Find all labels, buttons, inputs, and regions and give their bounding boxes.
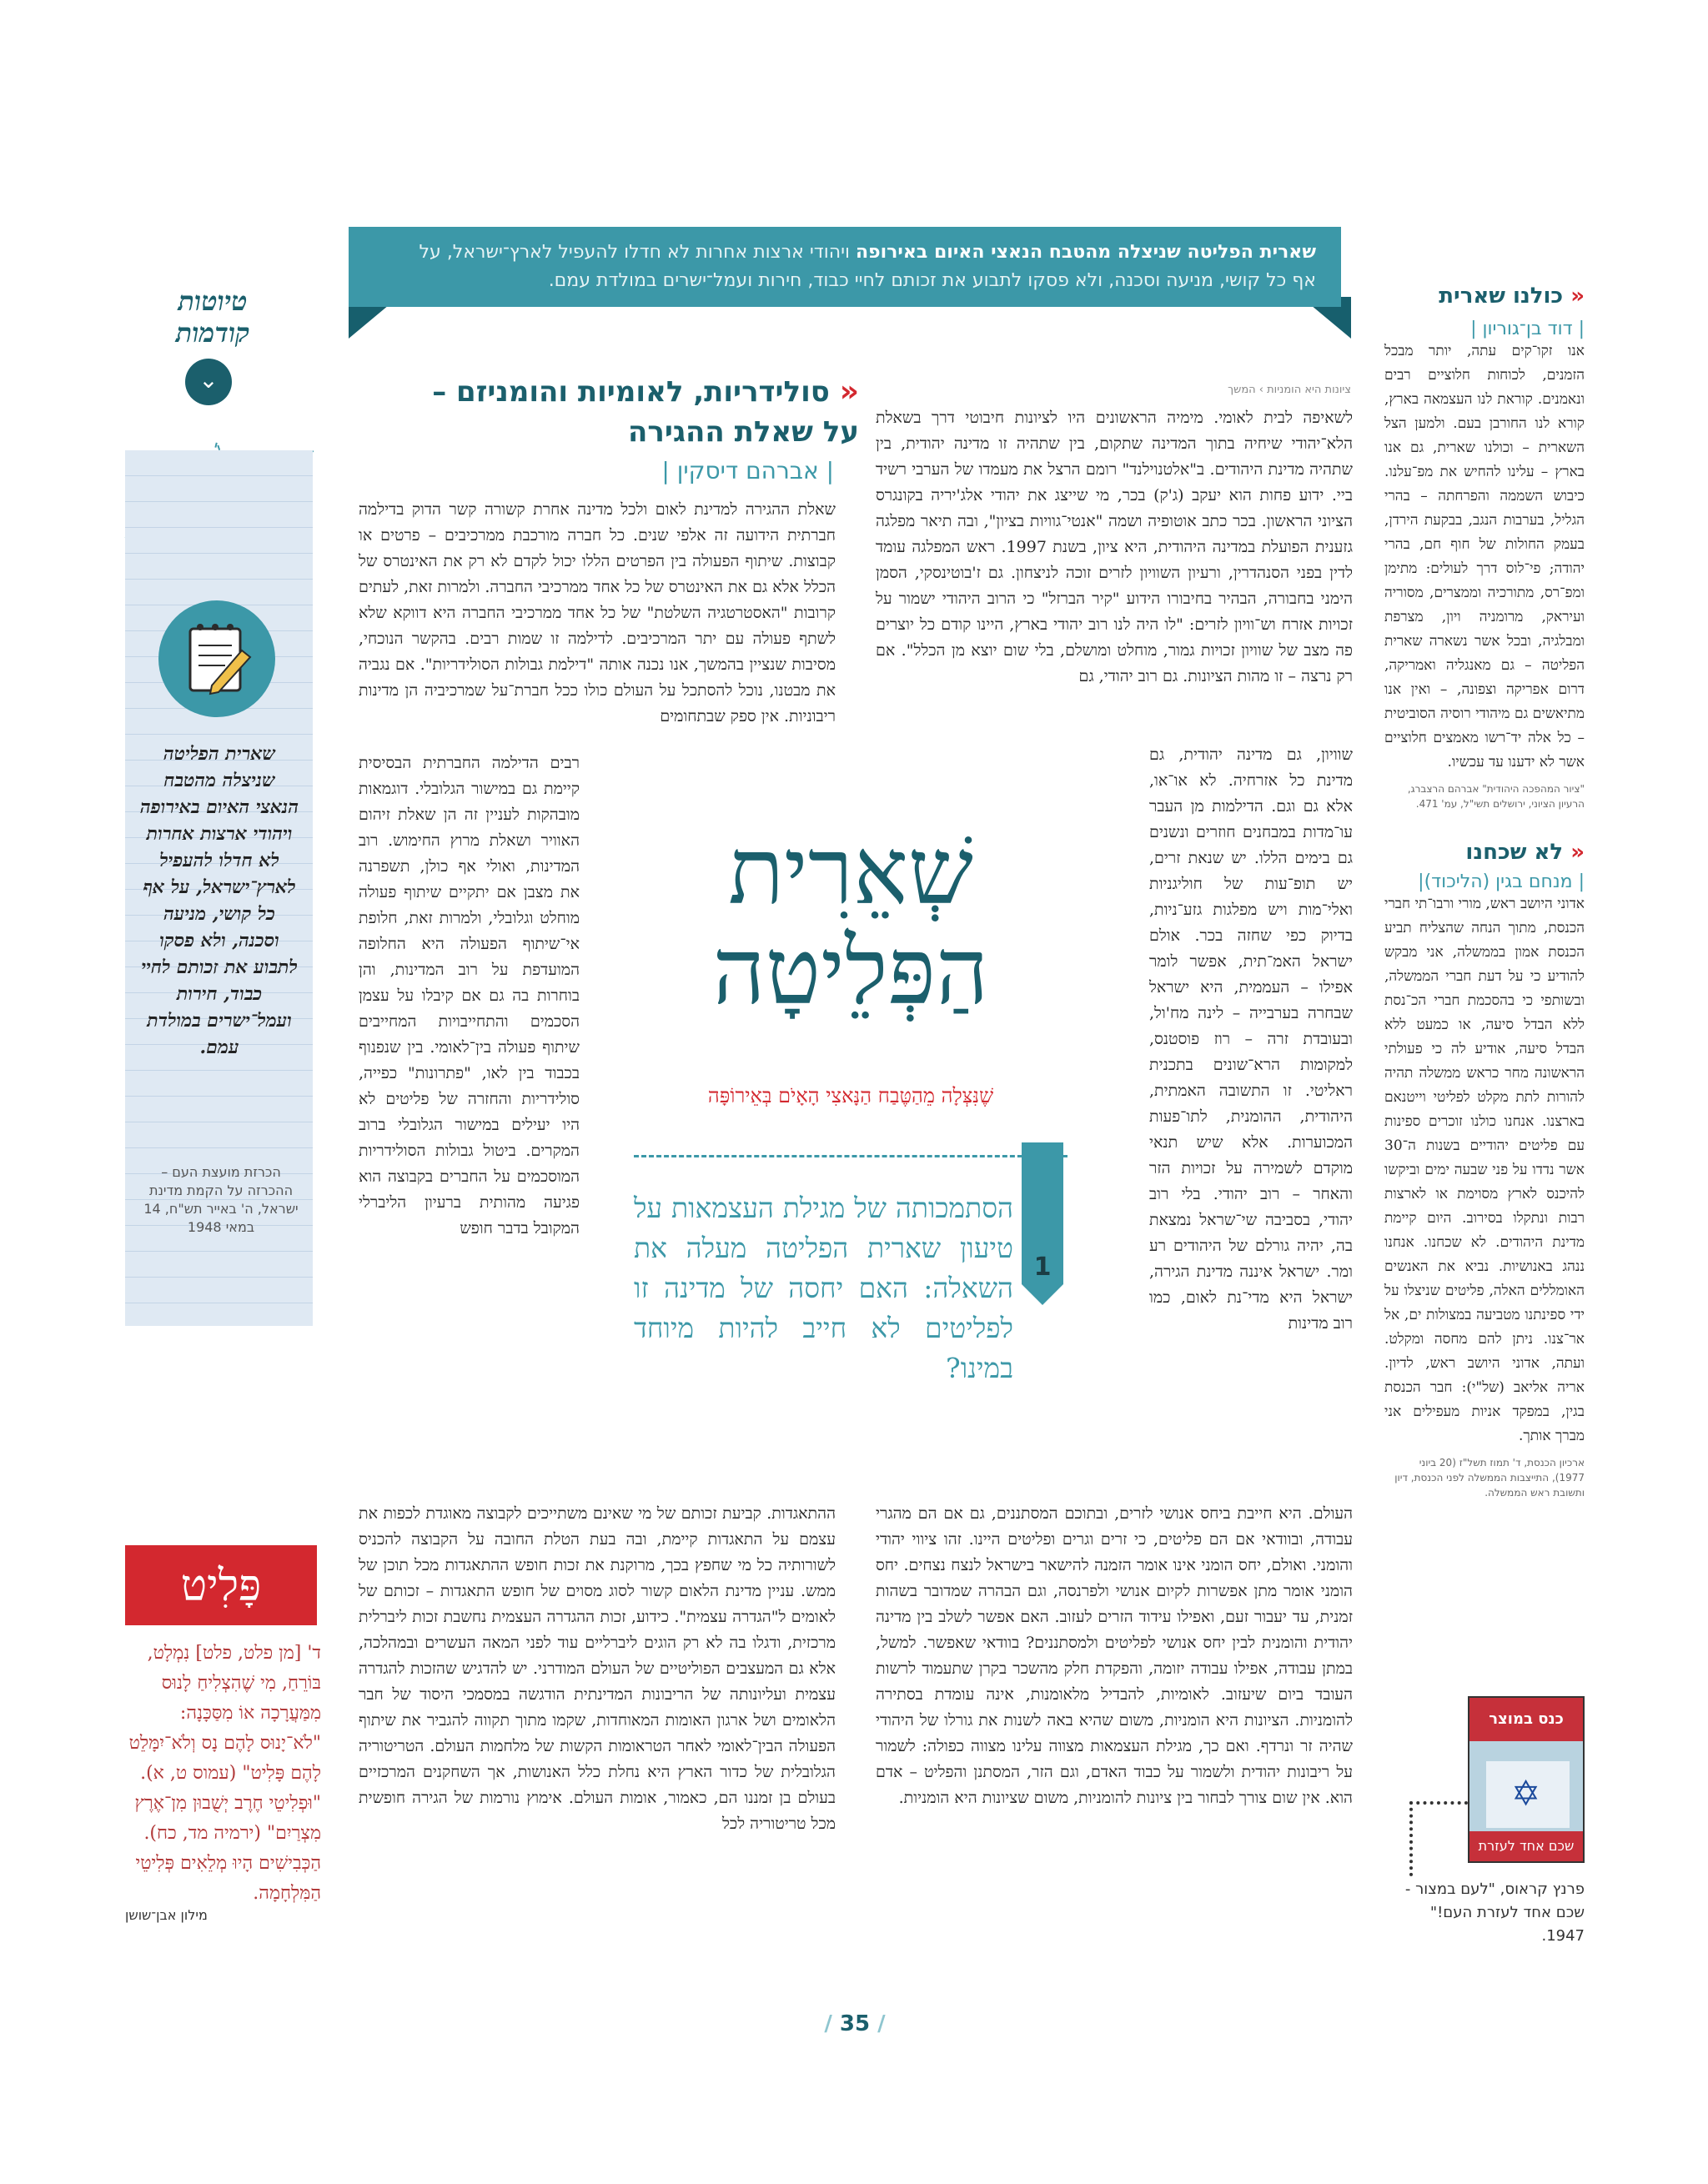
sidebar-section-1-note: "ציור המהפכה היהודית" אברהם הרצברג, הרעיון הציוני, ירושלים תשי"ל, עמ' 471. xyxy=(1407,783,1585,810)
feature-title xyxy=(634,818,1068,1025)
feature-title-line-2: הַפְּלֵיטָה xyxy=(712,918,989,1025)
sidebar-quote: שארית הפליטה שניצלה מהטבח הנאצי האיום באירופה ויהודי ארצות אחרות לא חדלו להעפיל לארץ־ישראל, על אף כל קושי, מניעה וסכנה, ולא פסקו לתבוע את זכותם לחיי כבוד, חירות ועמל־ישרים במולדת עמם. xyxy=(139,743,299,1058)
banner-line-1 xyxy=(374,238,1316,267)
left-article-title-text-1: סולידריות, לאומיות והומניזם – xyxy=(432,375,830,409)
left-article-title xyxy=(359,372,859,452)
poster-bottom-text: שכם אחד לעזרת העם xyxy=(1469,1831,1583,1861)
feature-question: הסתמכותה של מגילת העצמאות על טיעון שארית הפליטה מעלה את השאלה: האם יחסה של מדינה זו לפליטים לא חייב להיות מיוחד במינו? xyxy=(634,1192,1013,1384)
banner-line-2: אף כל קושי, מניעה וסכנה, ולא פסקו לתבוע את זכותם לחיי כבוד, חירות ועמל־ישרים במולדת עמם. xyxy=(548,270,1316,291)
sidebar-section-1-byline: | דוד בן־גוריון | xyxy=(1470,319,1585,339)
breadcrumb: ציונות היא הומניות › המשך xyxy=(1228,384,1351,396)
left-article-para-bottom: ההתאגדות. קביעת זכותם של מי שאינם משתייכים לקבוצה מאוגדת לכפות את עצמם על התאגדות קיימת, ובה בעת הטלת החובה על הקבוצה להכניס לשורותיה כל מי שחפץ בכך, מרוקנת את זכות חופש ההתאגדות מכל תוכן של ממש. עניין מדינת הלאום קשור לסוג מסוים של חופש התאגדות – זכותם של לאומים ל"הגדרה עצמית". כידוע, זכות ההגדרה העצמית נחשבת זכות ליברלית מרכזית, ודגלו בה לא רק הוגים ליברליים עוד לפני המאה העשרים ובמהלכה, אלא גם המעצבים הפוליטיים של העולם המודרני. יש להדגיש שהזכות להגדרה עצמית ועליונותה של הריבונות המדינתית הודגשה במסמכי היסוד של חבר הלאומים ושל ארגון האומות המאוחדות, שקמו מתוך תקווה להגביר את שיתוף הפעולה הבין־לאומי לאחר הטראומות הקשות של מלחמות העולם. הטריטוריה הגלובלית של כדור הארץ היא נחלת כלל האנושות, אך השחקנים המרכזיים בעולם בן זמננו הם, כאמור, אומות העולם. אימוץ נורמות של הגירה חופשית מכל טריטוריה לכל xyxy=(359,1504,836,1833)
left-article-para-narrow: רבים הדילמה החברתית הבסיסית קיימת גם במישור הגלובלי. דוגמאות מובהקות לעניין זה הן שאלת זיהום האוויר ושאלת מרוץ החימוש. רוב המדינות, ואולי אף כולן, תשפרנה את מצבן אם יתקיים שיתוף פעולה מוחלט וגלובלי, ולמרות זאת, חלופת אי־שיתוף הפעולה היא החלופה המועדפת על רוב המדינות, והן בוחרות בה גם אם קיבלו על עצמן הסכמים והתחייבויות המחייבים שיתוף פעולה בין־לאומי. בין שנפנוף בכבוד בין לאו, "פתרונות" כפייה, סולידריות והחזרה של פליטים לא היו יעילים במישור הגלובלי ברוב המקרים. ביטול גבולות הסולידריות המוסכמים על החברים בקבוצה הוא פגיעה מהותית ברעיון הליברלי המקובל בדבר חופש xyxy=(359,754,580,1238)
right-sidebar xyxy=(1384,284,1585,1500)
feature-subtitle: שֶׁנִּצְּלָה מֵהַטֶּבַח הַנָּאצִי הָאָיֹם בְּאֵירוֹפָּה xyxy=(707,1084,994,1107)
dictionary-source: מילון אבן־שושן xyxy=(125,1907,208,1923)
banner-bold-text: שארית הפליטה שניצלה מהטבח הנאצי האיום באירופה xyxy=(856,242,1316,263)
double-chevron-icon: « xyxy=(1570,840,1585,865)
feature-title-line-1: שְׁאֵרִית xyxy=(728,818,973,925)
sidebar-section-1-text: אנו זקו־קים עתה, יותר מבכל הזמנים, לכוחות חלוציים רבים ונאמנים. קוראת לנו העצמאה בארץ, קורא לנו החורבן בעם. ולמען הצל השארית – וכולנו שארית, גם אנו בארץ – עלינו להחיש את מפ־עלנו. כיבוש השממה והפרחתה – בהרי הגליל, בערבות הנגב, בבקעת הירדן, בעמק החולות של חוף חם, בהרי יהודה; פי־לוס דרך לעולים: מתימן ומפ־רס, מתורכיה וממצרים, מסוריה ועיראק, מרומניה ויון, מצרפת ומבלגיה, ובכל אשר נשארה שארית הפליטה – גם מאנגליה ואמריקה, דרום אפריקה וצפונה, – ואין אנו מתיאשים גם מיהודי רוסיה הסוביטית – כל אלה יד־רשו מאמצים חלוציים אשר לא ידענו עד עכשיו. xyxy=(1384,343,1585,771)
double-chevron-icon: « xyxy=(839,374,859,409)
sidebar-section-2-note: ארכיון הכנסת, ד' תמוז תשל"ז (20 ביוני 1977), התייצבות הממשלה לפני הכנסת, דיון ותשובת ראש הממשלה. xyxy=(1394,1457,1585,1499)
sidebar-section-2-heading xyxy=(1384,840,1585,865)
notebook-icon xyxy=(158,600,275,717)
intro-banner xyxy=(349,227,1341,307)
left-article-title-line-1 xyxy=(359,372,859,412)
left-article-para-full: שאלת ההגירה למדינת לאום ולכל מדינה אחרת קשורה קשר הדוק בדילמה חברתית הידועה זה אלפי שנים. כל חברה מורכבת ממרכיבים – פרטים או קבוצות. שיתוף הפעולה בין הפרטים הללו יכול לקדם לא רק את האינטרס של הכלל אלא גם את האינטרס של כל אחד ממרכיבי החברה. ולמרות זאת, לעתים קרובות "האסטרטגיה השלטת" של כל אחד ממרכיבי החברה היא דווקא שלא לשתף פעולה עם יתר המרכיבים. לדילמה זו שמות רבים. בהקשר הנוכחי, מסיבות שנציין בהמשך, אנו נכנה אותה "דילמת גבולות הסולידריות". אם נגביה את מבטנו, נוכל להסתכל על העולם כולו ככל חברת־על שמרכיביה הן מדינות ריבוניות. אין ספק שבתחומים xyxy=(359,500,836,725)
star-of-david-icon xyxy=(1486,1761,1570,1828)
sidebar-section-2-byline: | מנחם בגין (הליכוד)| xyxy=(1418,871,1585,892)
feature-divider xyxy=(634,1155,1068,1157)
right-article-para-bottom: העולם. היא חייבת ביחס אנושי לזרים, ובתוכם המסתננים, גם אם הם מהגרי עבודה, ובוודאי אם הם פליטים, כי זרים וגרים ופליטים היינו. זהו ציווי יהודי והומני. ואולם, יחס הומני אינו אומר הזמנה להישאר בישראל לנצח נצחים. יחס הומני אומר מתן אפשרות לקיום אנושי ולפרנסה, וגם הבהרה שמדובר בשהות זמנית, עד יעבור זעם, ואפילו עידוד הזרים לעזוב. האם אפשר לשלב בין מדינה יהודית והומנית לבין יחס אנושי לפליטים ולמסתננים? בוודאי שאפשר. למשל, במתן עבודה, אפילו עבודה יזומה, והפקדת חלק מהשכר בקרן שתעמוד לרשות העובד ביום שיעזוב. לאומיות, להבדיל מלאומנות, אינה עומדת בסתירה להומניות. הציונות היא הומניות, משום שהיא באה לשנות את גורלו של היהודי שהיה זר ונרדף. ואם כך, מגילת העצמאות מצווה עלינו מצווה כפולה: לשמור על ריבונות יהודית ולשמור על כבוד האדם, וגם הזר, המסתנן והפליט – אדם הוא. אין שום צורך לבחור בין ציונות להומניות, משום שציונות היא הומניות. xyxy=(876,1504,1353,1807)
dictionary-definition: ד' [מן פלט, פלט] נִמְלָט, בּוֹרֵחַ, מִי שֶׁהִצְלִיחַ לָנוּס מִמַּעֲרָכָה אוֹ מִסַּכָּנָה: "לֹא־יָנוּס לָהֶם נָס וְלֹא־יִמָּלֵט לָהֶם פָּלִיט" (עמוס ט, א). "וּפְלִיטֵי חֶרֶב יְשֻׁבוּן מִן־אֶרֶץ מִצְרַיִם" (ירמיה מד, כח). הַכְּבִישִׁים הָיוּ מְלֵאִים פְּלִיטֵי הַמִּלְחָמָה. xyxy=(128,1643,321,1904)
left-article-byline: | אברהם דיסקין | xyxy=(661,457,834,484)
poster-image xyxy=(1468,1696,1585,1884)
sidebar-section-2-text: אדוני היושב ראש, מורי ורבו־תי חברי הכנסת, מתוך הנחה שהצליח תביע הכנסת אמון בממשלה, אני מבקש להודיע כי על דעת חברי הממשלה, ובשותפי כי בהסכמת חברי הכ־נסת ללא הבדל סיעה, או כמעט ללא הבדל סיעה, אודיע לה כי פעולתי הראשונה מחר כראש ממשלה תהיה להורות לתת מקלט לפליטי וייטנאם בארצנו. אנחנו כולנו זוכרים ספינות עם פליטים יהודיים בשנות ה־30 אשר נדדו על פני שבעה ימים וביקשו להיכנס לארץ מסוימת או לארצות רבות ונתקלו בסירוב. היום קיימת מדינת היהודים. לא שכחנו. אנחנו ננהג באנושיות. נביא את האנשים האומללים האלה, פליטים שניצלו על ידי ספינתנו מטביעה במצולות ים, אל אר־צנו. ניתן להם מחסה ומקלט. ועתה, אדוני היושב ראש, לדיון. אריה אליאב (של"י): חבר הכנסת בגין, במפקד אניות מעפילים אני מברך אותך. xyxy=(1384,896,1585,1444)
drafts-title: טיוטות קודמות xyxy=(175,285,250,349)
sidebar-section-1-title: כולנו שארית xyxy=(1439,284,1564,309)
left-article-title-line-2: על שאלת ההגירה xyxy=(628,415,859,449)
question-number-ribbon xyxy=(1022,1142,1063,1284)
dictionary-headword: פָּלִיט xyxy=(125,1547,317,1625)
double-chevron-icon: « xyxy=(1570,284,1585,309)
sidebar-section-2-title: לא שכחנו xyxy=(1465,840,1564,865)
sidebar-section-1-heading xyxy=(1384,284,1585,309)
right-article-para-full: לשאיפה לבית לאומי. מימיה הראשונים היו לציונות חיבוטי דרך בשאלת הלא־יהודי שיחיה בתוך המדינה שתקום, בין שתהיה זו מדינה יהודית, בין שתהיה מדינת היהודים. ב"אלטנוילנד" רומם הרצל את מעמדו של הערבי רשיד ביי. ידוע פחות הוא יעקב (ג'ק) בכר, מי שייצג את יהודי אלג'יריה בקונגרס הציוני הראשון. בכר כתב אוטופיה ושמה "אנטי־גוויות בציון", ובה תיאר מפלגה גזענית הפועלת במדינה היהודית, היא ציון, בשנת 1997. ראש המפלגה עומד לדין בפני הסנהדרין, ורעיון השוויון לזרים זוכה לניצחון. גם ז'בוטינסקי, הסמן הימני בחבורה, הבהיר בחיבורו הידוע "קיר הברזל" כי הרוב היהודי ישמור על זכויות אזרח וש־וויון לזרים: "לו היה לנו רוב יהודי בארץ, היינו קודם כל יוצרים פה מצב של שוויון זכויות גמור, מוחלט ומושלם, בלי שום יוצא מן הכלל". אם רק נרצה – זו מהות הציונות. גם רוב יהודי, גם xyxy=(876,409,1354,685)
question-number: 1 xyxy=(1033,1253,1052,1282)
banner-rest-text: ויהודי ארצות אחרות לא חדלו להעפיל לארץ־ישראל, על xyxy=(419,242,857,263)
sidebar-caption: הכרזת מועצת העם – ההכרזה על הקמת מדינת ישראל, ה' באייר תש"ח, 14 במאי 1948 xyxy=(143,1164,299,1235)
poster-top-text: כנס במוצר xyxy=(1469,1698,1583,1741)
page-number: / 35 / xyxy=(824,2011,886,2036)
page-number-value: 35 xyxy=(839,2011,871,2036)
chevron-down-icon[interactable]: ⌄ xyxy=(185,359,232,405)
poster-leader-line xyxy=(1409,1801,1468,1876)
poster-caption: פרנץ קראוס, "לעם במצור - שכם אחד לעזרת העם!" 1947. xyxy=(1404,1880,1585,1945)
right-article-para-narrow: שוויון, גם מדינה יהודית, גם מדינת כל אזרחיה. לא או־או, אלא גם וגם. הדילמות מן העבר עו־מדות במבחנים חוזרים ונשנים גם בימים הללו. יש שנאת זרים, יש תופ־עות של חוליגניות ואלי־מות ויש מפלגות גזע־ניות, בדיוק כפי שחזה בכר. אולם ישראל האמ־תית, אפשר לומר אפילו – העממית, היא ישראל שבחרה בערבייה – לינה מח'ול, ובעובדת זרה – רוז פוסטנס, למקומות הרא־שונים בתכנית ראליטי. זו התשובה האמתית, היהודית, ההומנית, לתו־פעות המכוערות. אלא שיש תנאי מוקדם לשמירה על זכויות הזר והאחר – רוב יהודי. בלי רוב יהודי, בסביבה שי־שראל נמצאת בה, יהיה גורלם של היהודים רע ומר. ישראל איננה מדינת הגירה, ישראל היא מדי־נת לאום, כמו רוב מדינות xyxy=(1149,746,1353,1333)
